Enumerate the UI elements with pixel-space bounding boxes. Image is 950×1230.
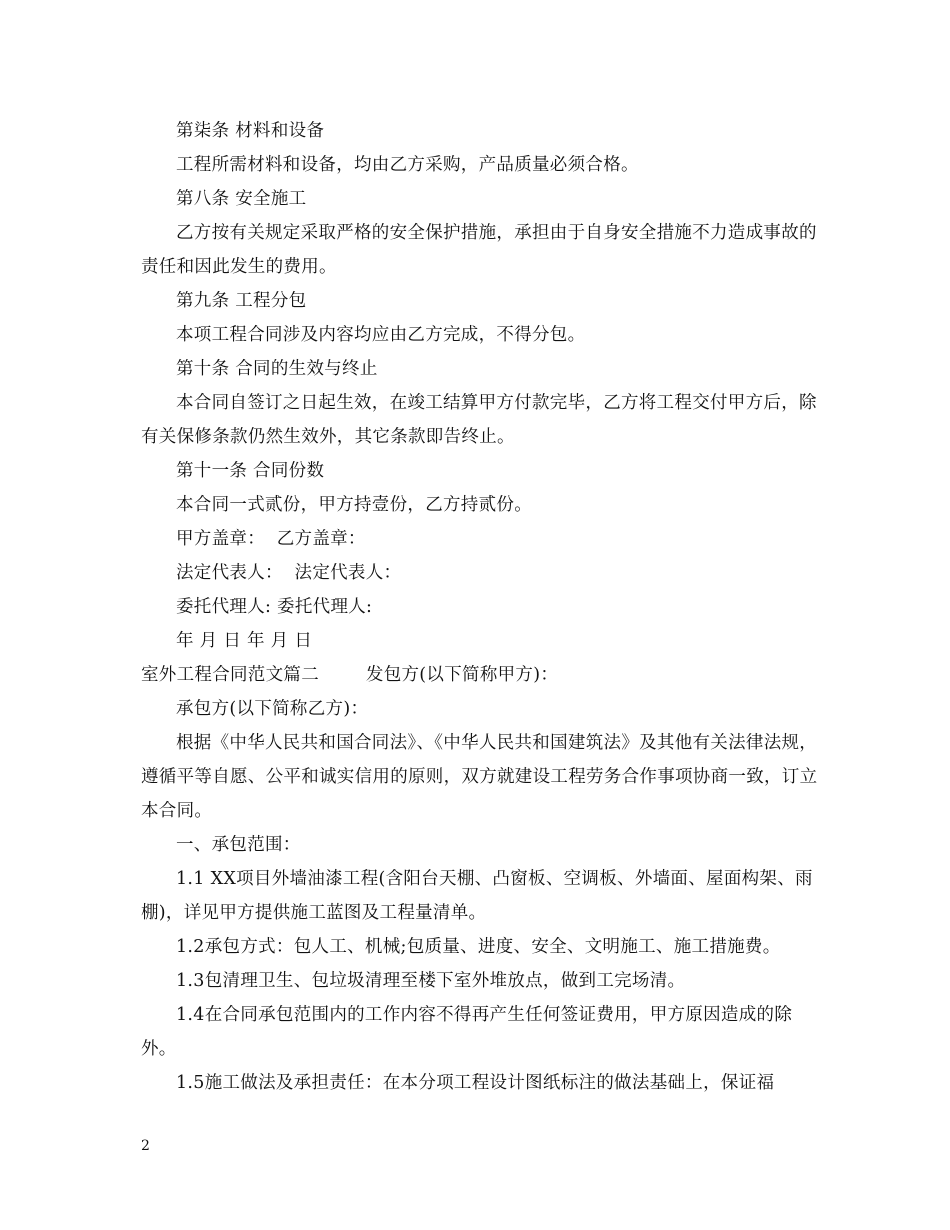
legal-representative-line: 法定代表人： 法定代表人： — [176, 563, 402, 583]
clause-1-1: 1.1 XX项目外墙油漆工程(含阳台天棚、凸窗板、空调板、外墙面、屋面构架、雨棚)，详见甲方提供施工蓝图及工程量清单。 — [141, 869, 813, 923]
paragraph: 本合同一式贰份，甲方持壹份，乙方持贰份。 — [176, 495, 532, 515]
article-9-heading: 第九条 工程分包 — [176, 291, 307, 311]
article-11-heading: 第十一条 合同份数 — [176, 461, 325, 481]
scope-heading: 一、承包范围： — [176, 835, 301, 855]
article-8-heading: 第八条 安全施工 — [176, 189, 307, 209]
section-title: 室外工程合同范文篇二 发包方(以下简称甲方)： — [141, 665, 559, 685]
clause-1-4: 1.4在合同承包范围内的工作内容不得再产生任何签证费用，甲方原因造成的除外。 — [141, 1005, 793, 1059]
contractor-line: 承包方(以下简称乙方)： — [176, 699, 369, 719]
page-number: 2 — [141, 1138, 150, 1154]
document-body — [141, 114, 821, 1100]
article-10-heading: 第十条 合同的生效与终止 — [176, 359, 378, 379]
clause-1-2: 1.2承包方式：包人工、机械;包质量、进度、安全、文明施工、施工措施费。 — [176, 937, 781, 957]
agent-line: 委托代理人: 委托代理人: — [176, 597, 373, 617]
paragraph: 乙方按有关规定采取严格的安全保护措施，承担由于自身安全措施不力造成事故的责任和因此发生的费用。 — [141, 223, 817, 277]
paragraph: 工程所需材料和设备，均由乙方采购，产品质量必须合格。 — [176, 155, 639, 175]
article-7-heading: 第柒条 材料和设备 — [176, 121, 325, 141]
paragraph: 本项工程合同涉及内容均应由乙方完成，不得分包。 — [176, 325, 586, 345]
clause-1-3: 1.3包清理卫生、包垃圾清理至楼下室外堆放点，做到工完场清。 — [176, 971, 686, 991]
clause-1-5: 1.5施工做法及承担责任：在本分项工程设计图纸标注的做法基础上，保证福 — [176, 1073, 775, 1093]
paragraph: 根据《中华人民共和国合同法》、《中华人民共和国建筑法》及其他有关法律法规，遵循平等自愿、公平和诚实信用的原则，双方就建设工程劳务合作事项协商一致，订立本合同。 — [141, 733, 818, 821]
date-line: 年 月 日 年 月 日 — [176, 631, 313, 651]
seal-line: 甲方盖章： 乙方盖章： — [176, 529, 366, 549]
paragraph: 本合同自签订之日起生效，在竣工结算甲方付款完毕，乙方将工程交付甲方后，除有关保修条款仍然生效外，其它条款即告终止。 — [141, 393, 817, 447]
